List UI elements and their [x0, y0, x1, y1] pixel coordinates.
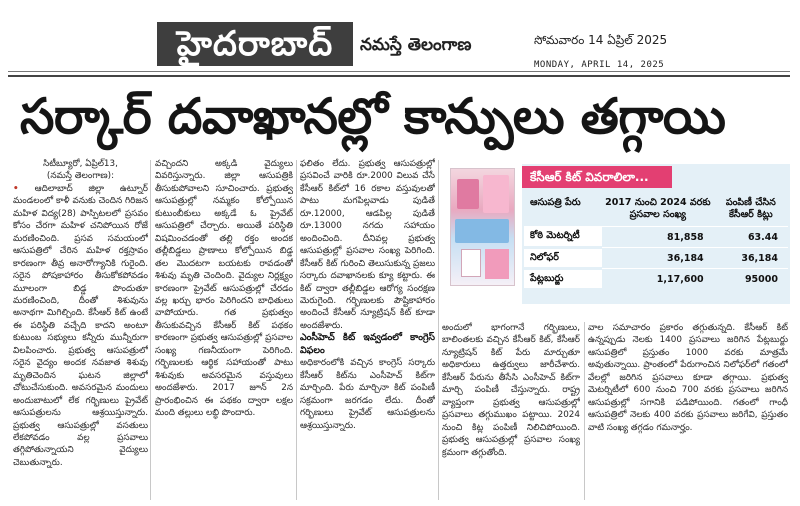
- dateline-source: (నమస్తే తెలంగాణ):: [46, 171, 115, 182]
- bullet-icon: •: [13, 183, 35, 194]
- table-row: [524, 227, 788, 248]
- kit-info-title: కేసీఆర్ కిట్ వివరాలిలా...: [522, 166, 672, 188]
- article-subheading: ఎంసీహెచ్ కిట్ ఇవ్వడంలో కాంగ్రెస్ విఫలం: [300, 332, 435, 356]
- kcr-kit-photo: [450, 168, 515, 286]
- hospital-name: పేట్లబుర్జు: [524, 269, 602, 290]
- article-column-5: [588, 322, 788, 502]
- dateline: సిటీబ్యూరో, ఏప్రిల్13,: [43, 159, 118, 169]
- newspaper-name: నమస్తే తెలంగాణ: [360, 35, 472, 55]
- kits-count: 63.44: [714, 227, 788, 248]
- table-header-deliveries: 2017 నుంచి 2024 వరకు ప్రసవాల సంఖ్య: [605, 197, 711, 220]
- article-paragraph: వచ్చిందని అక్కడి వైద్యులు వివరిస్తున్నారు. జిల్లా ఆసుపత్రికి తీసుకుపోవాలని సూచించారు. ప్రభుత్వ ఆసుపత్రుల్లో నమ్మకం కోల్పోయిన కుటుంబీకులు అక్కడే ఓ ప్రైవేట్ ఆసుపత్రిలో చేర్చారు. అయితే పరిస్థితి విషమించడంతో తల్లి రక్తం అందక తల్లీబిడ్డలు ప్రాణాలు కోల్పోయిన బిడ్డ తల మొదటగా బయటకు రావడంతో శిశువు మృతి చెందింది. వైద్యుల నిర్లక్ష్యం కారణంగా ప్రైవేట్ ఆసుపత్రుల్లో చేరడం వల్ల ఖర్చు భారం పెరిగిందని బాధితులు వాపోయారు. గత ప్రభుత్వం తీసుకువచ్చిన కేసీఆర్ కిట్ పథకం కారణంగా ప్రభుత్వ ఆసుపత్రుల్లో ప్రసవాల సంఖ్య గణనీయంగా పెరిగింది. గర్భిణులకు ఆర్థిక సహాయంతో పాటు శిశువుకు అవసరమైన వస్తువులు అందజేశారు. 2017 జూన్ 2న ప్రారంభించిన ఈ పథకం ద్వారా లక్షల మంది తల్లులు లబ్ధి పొందారు.: [155, 159, 293, 419]
- masthead-rule-thick: [8, 75, 790, 77]
- article-column-3: [300, 158, 435, 500]
- article-column-2: [155, 158, 293, 500]
- column-divider: [296, 160, 297, 500]
- kit-table: [524, 194, 788, 291]
- date-english: MONDAY, APRIL 14, 2025: [534, 60, 665, 70]
- masthead-rule: [8, 71, 790, 72]
- hospital-name: నిలోఫర్: [524, 248, 602, 269]
- headline: సర్కార్ దవాఖానల్లో కాన్పులు తగ్గాయి: [20, 88, 726, 145]
- masthead: [0, 0, 800, 78]
- kits-count: 95000: [714, 269, 788, 290]
- article-column-1: [13, 158, 148, 500]
- deliveries-count: 36,184: [602, 248, 714, 269]
- kits-count: 36,184: [714, 248, 788, 269]
- hospital-name: కోఠి మెటర్నిటీ: [524, 227, 602, 248]
- article-paragraph: ఫలితం లేదు. ప్రభుత్వ ఆసుపత్రుల్లో ప్రసవించే వారికి రూ.2000 విలువ చేసే కేసీఆర్ కిట్‌లో 16 రకాల వస్తువులతో పాటు మగపిల్లవాడు పుడితే రూ.12000, ఆడపిల్ల పుడితే రూ.13000 నగదు సహాయం అందించింది. దీనివల్ల ప్రభుత్వ ఆసుపత్రుల్లో ప్రసవాల సంఖ్య పెరిగింది. కేసీఆర్ కిట్ గురించి తెలుసుకున్న ప్రజలు సర్కారు దవాఖానలకు క్యూ కట్టారు. ఈ కిట్ ద్వారా తల్లీబిడ్డల ఆరోగ్య సంరక్షణ మెరుగైంది. గర్భిణులకు పౌష్టికాహారం అందించే కేసీఆర్ న్యూట్రిషన్ కిట్ కూడా అందజేశారు.: [300, 159, 435, 331]
- article-paragraph: అందులో భాగంగానే గర్భిణులు, బాలింతలకు వచ్చిన కేసీఆర్ కిట్, కేసీఆర్ న్యూట్రిషన్ కిట్ పేరు మార్చుతూ అధికారులు ఉత్తర్వులు జారీచేశారు. కేసీఆర్ పేరును తీసేసి ఎంసీహెచ్ కిట్‌గా మార్చి పంపిణీ చేస్తున్నారు. రాష్ట్ర వ్యాప్తంగా ప్రభుత్వ ఆసుపత్రుల్లో ప్రసవాలు తగ్గుముఖం పట్టాయి. 2024 నుంచి కిట్ల పంపిణీ నిలిచిపోయింది. ప్రభుత్వ ఆసుపత్రుల్లో ప్రసవాల సంఖ్య క్రమంగా తగ్గుతోంది.: [442, 323, 580, 458]
- article-paragraph: అధికారంలోకి వచ్చిన కాంగ్రెస్ సర్కారు కేసీఆర్ కిట్‌ను ఎంసీహెచ్ కిట్‌గా మార్చింది. పేరు మార్చినా కిట్ పంపిణీ సక్రమంగా జరగడం లేదు. దీంతో గర్భిణులు ప్రైవేట్ ఆసుపత్రులను ఆశ్రయిస్తున్నారు.: [300, 358, 435, 431]
- section-logo: హైదరాబాద్: [157, 22, 353, 66]
- column-divider: [150, 160, 151, 500]
- deliveries-count: 81,858: [602, 227, 714, 248]
- table-row: [524, 248, 788, 269]
- table-row: [524, 269, 788, 290]
- column-divider: [584, 322, 585, 500]
- article-column-4: [442, 322, 580, 502]
- column-divider: [438, 160, 439, 500]
- date-telugu: సోమవారం 14 ఏప్రిల్ 2025: [534, 33, 668, 47]
- deliveries-count: 1,17,600: [602, 269, 714, 290]
- article-paragraph: • ఆదిలాబాద్ జిల్లా ఉట్నూర్ మండలంలో కాళీ వనుకు చెందిన గిరిజన మహిళ విద్య(28) పాస్పిటలలో ప్రసవం కోసం చేరగా మహిళ చనిపోయిన రోజే మరణించింది. ప్రసవ సమయంలో ఆసుపత్రిలో చేరిన మహిళ రక్తస్రావం కారణంగా తీవ్ర అనారోగ్యానికి గురైంది. సరైన పోషకాహారం తీసుకోకపోవడం మూలంగా బిడ్డ పొందుతూ మరణించింది, దీంతో శిశువును అనాథగా మిగిల్చింది. కేసీఆర్ కిట్ ఉంటే ఈ పరిస్థితి వచ్చేది కాదని అంటూ కుటుంబ సభ్యులు కన్నీరు మున్నీరుగా విలపించారు. ప్రభుత్వ ఆసుపత్రులో సరైన వైద్యం అందక నవజాత శిశువు మృతిచెందిన ఘటన జిల్లాలో చోటుచేసుకుంది. అవసరమైన మందులు అందుబాటులో లేక గర్భిణులు ప్రైవేట్ ఆసుపత్రులను ఆశ్రయిస్తున్నారు. ప్రభుత్వ ఆసుపత్రుల్లో వసతులు లేకపోవడం వల్ల ప్రసవాలు తగ్గిపోతున్నాయని వైద్యులు చెబుతున్నారు.: [13, 183, 148, 468]
- article-paragraph: వాల సమాచారం ప్రకారం తగ్గుతున్నది. కేసీఆర్ కిట్ ఉన్నప్పుడు నెలకు 1400 ప్రసవాలు జరిగిన పేట్లబుర్జు ఆసుపత్రిలో ప్రస్తుతం 1000 వరకు మాత్రమే అవుతున్నాయి. ప్రాంతంలో పేరుగాంచిన నిలోఫర్‌లో గతంలో వేలల్లో జరిగిన ప్రసవాలు కూడా తగ్గాయి. ప్రభుత్వ మెటర్నిటీలో 600 నుంచి 700 వరకు ప్రసవాలు జరిగిన ఆసుపత్రుల్లో సగానికి పడిపోయింది. గతంలో గాంధీ ఆసుపత్రిలో నెలకు 400 వరకు ప్రసవాలు జరిగేవి, ప్రస్తుతం వాటి సంఖ్య తగ్గడం గమనార్హం.: [588, 323, 788, 433]
- table-header-kits: పంపిణీ చేసిన కేసీఆర్ కిట్లు: [725, 197, 776, 220]
- table-header-hospital: ఆసుపత్రి పేరు: [530, 197, 581, 208]
